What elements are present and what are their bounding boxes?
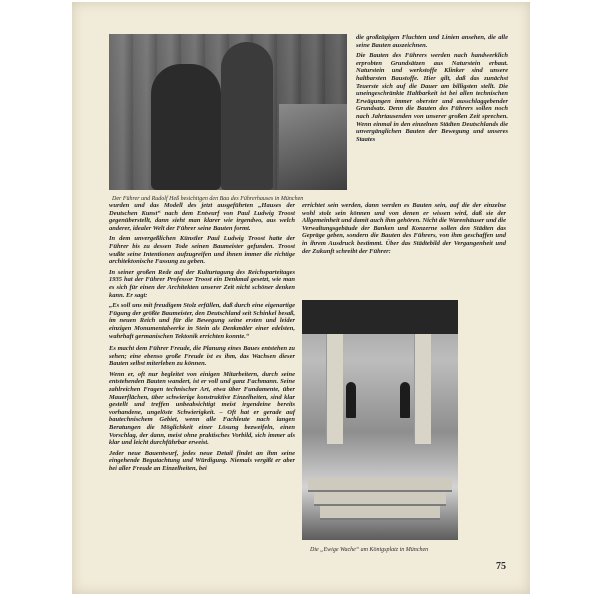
paragraph: Wenn er, oft nur begleitet von einigen Mitarbeitern, durch seine entstehenden Bauten wandert, ist er voll und ganz Fachmann. Seine zahlreichen Fragen technischer Art, etwa über Fundamente, über Mauerflächen, über schwierige konstruktive Einzelheiten, sind klar gestellt und treffen unbeabsichtigt meist irgendeine bereits vorhandene, ungelöste Schwierigkeit. – Oft hat er gerade auf bautechnischem Gebiet, wenn alle Fachleute nach langen Beratungen die Möglichkeit einer Lösung bezweifeln, einen Vorschlag, der dann, meist ohne praktisches Vorbild, sich immer als klar und leicht durchführbar erweist. bbox=[109, 370, 295, 447]
construction-visit-photo bbox=[109, 34, 347, 190]
photo-figure bbox=[221, 42, 273, 190]
photo-figure bbox=[151, 64, 221, 190]
page-number: 75 bbox=[496, 561, 506, 572]
text-column-right-middle bbox=[302, 202, 506, 258]
paragraph: Es macht dem Führer Freude, die Planung eines Baues entstehen zu sehen; eine ebenso große Freude ist es ihm, das Wachsen dieser Bauten selbst miterleben zu können. bbox=[109, 345, 295, 368]
eternal-guard-photo bbox=[302, 300, 458, 540]
paragraph: die großzügigen Fluchten und Linien ansehen, die alle seine Bauten auszeichnen. bbox=[356, 34, 508, 49]
photo-caption-top: Der Führer und Rudolf Heß besichtigen den Bau des Führerhauses in München bbox=[112, 196, 304, 202]
text-column-left bbox=[109, 202, 295, 476]
paragraph: In seiner großen Rede auf der Kulturtagung des Reichsparteitages 1935 hat der Führer Professor Troost ein Denkmal gesetzt, wie man es sich für einen der Architekten unserer Zeit nicht schöner denken kann. Er sagt: bbox=[109, 268, 295, 299]
photo-step bbox=[308, 478, 452, 492]
paragraph: wurden und das Modell des jetzt ausgeführten „Hauses der Deutschen Kunst“ nach dem Entwurf von Paul Ludwig Troost gegenüberstellt, dann sieht man klarer wie irgendwo, aus welch anderer, idealer Welt der Führer seine Bauten formt. bbox=[109, 202, 295, 232]
photo-construction-detail bbox=[279, 104, 347, 190]
photo-caption-bottom: Die „Ewige Wache“ am Königsplatz in München bbox=[310, 547, 429, 553]
paragraph: errichtet sein werden, dann werden es Bauten sein, auf die der einzelne wohl stolz sein können und von denen er wissen wird, daß sie der Allgemeinheit und damit auch ihm gehören. Nicht die Warenhäuser und die Verwaltungsgebäude der Banken und Konzerne sollen den Städten das Gepräge geben, sondern die Bauten des Führers, von ihm geschaffen und in ihrem Ausdruck bestimmt. Über das Städtebild der Vergangenheit und der Zukunft schreibt der Führer: bbox=[302, 202, 507, 255]
photo-step bbox=[314, 492, 446, 506]
photo-roof bbox=[302, 300, 458, 334]
photo-step bbox=[320, 506, 440, 520]
photo-pillar bbox=[414, 334, 431, 444]
photo-guard-figure bbox=[400, 382, 410, 418]
document-page bbox=[72, 2, 530, 594]
paragraph: Jeder neue Bauentwurf, jedes neue Detail findet an ihm seine eingehende Begutachtung und Würdigung. Niemals vergißt er aber bei aller Freude an Einzelheiten, bei bbox=[109, 449, 295, 472]
quotation: „Es soll uns mit freudigem Stolz erfüllen, daß durch eine eigenartige Fügung der größte Baumeister, den Deutschland seit Schinkel besaß, im neuen Reich und für die Bewegung seine ersten und leider einzigen Monumentalwerke in Stein als Denkmäler einer edelsten, wahrhaft germanischen Tektonik errichten konnte.“ bbox=[109, 302, 295, 340]
paragraph: Die Bauten des Führers werden nach handwerklich erprobten Grundsätzen aus Naturstein erbaut. Naturstein und werkstoffe Klinker sind unsere haltbarsten Baustoffe. Hier gilt, daß das zunächst Teuerste sich auf die Dauer am billigsten stellt. Die uneingeschränkte Haltbarkeit ist bei allen technischen Erwägungen immer oberster und ausschlaggebender Grundsatz. Denn die Bauten des Führers sollen noch nach Jahrtausenden von unserer großen Zeit sprechen. Wenn einmal in den einzelnen Städten Deutschlands die unvergänglichen Bauten der Bewegung und unseres Staates bbox=[356, 52, 508, 143]
photo-guard-figure bbox=[346, 382, 356, 418]
paragraph: In dem unvergeßlichen Künstler Paul Ludwig Troost hatte der Führer bis zu dessen Tode seinen Baumeister gefunden. Troost wußte seine Intentionen aufzugreifen und ihnen immer die richtige architektonische Fassung zu geben. bbox=[109, 235, 295, 266]
photo-pillar bbox=[326, 334, 343, 444]
text-column-right-top bbox=[356, 34, 508, 146]
